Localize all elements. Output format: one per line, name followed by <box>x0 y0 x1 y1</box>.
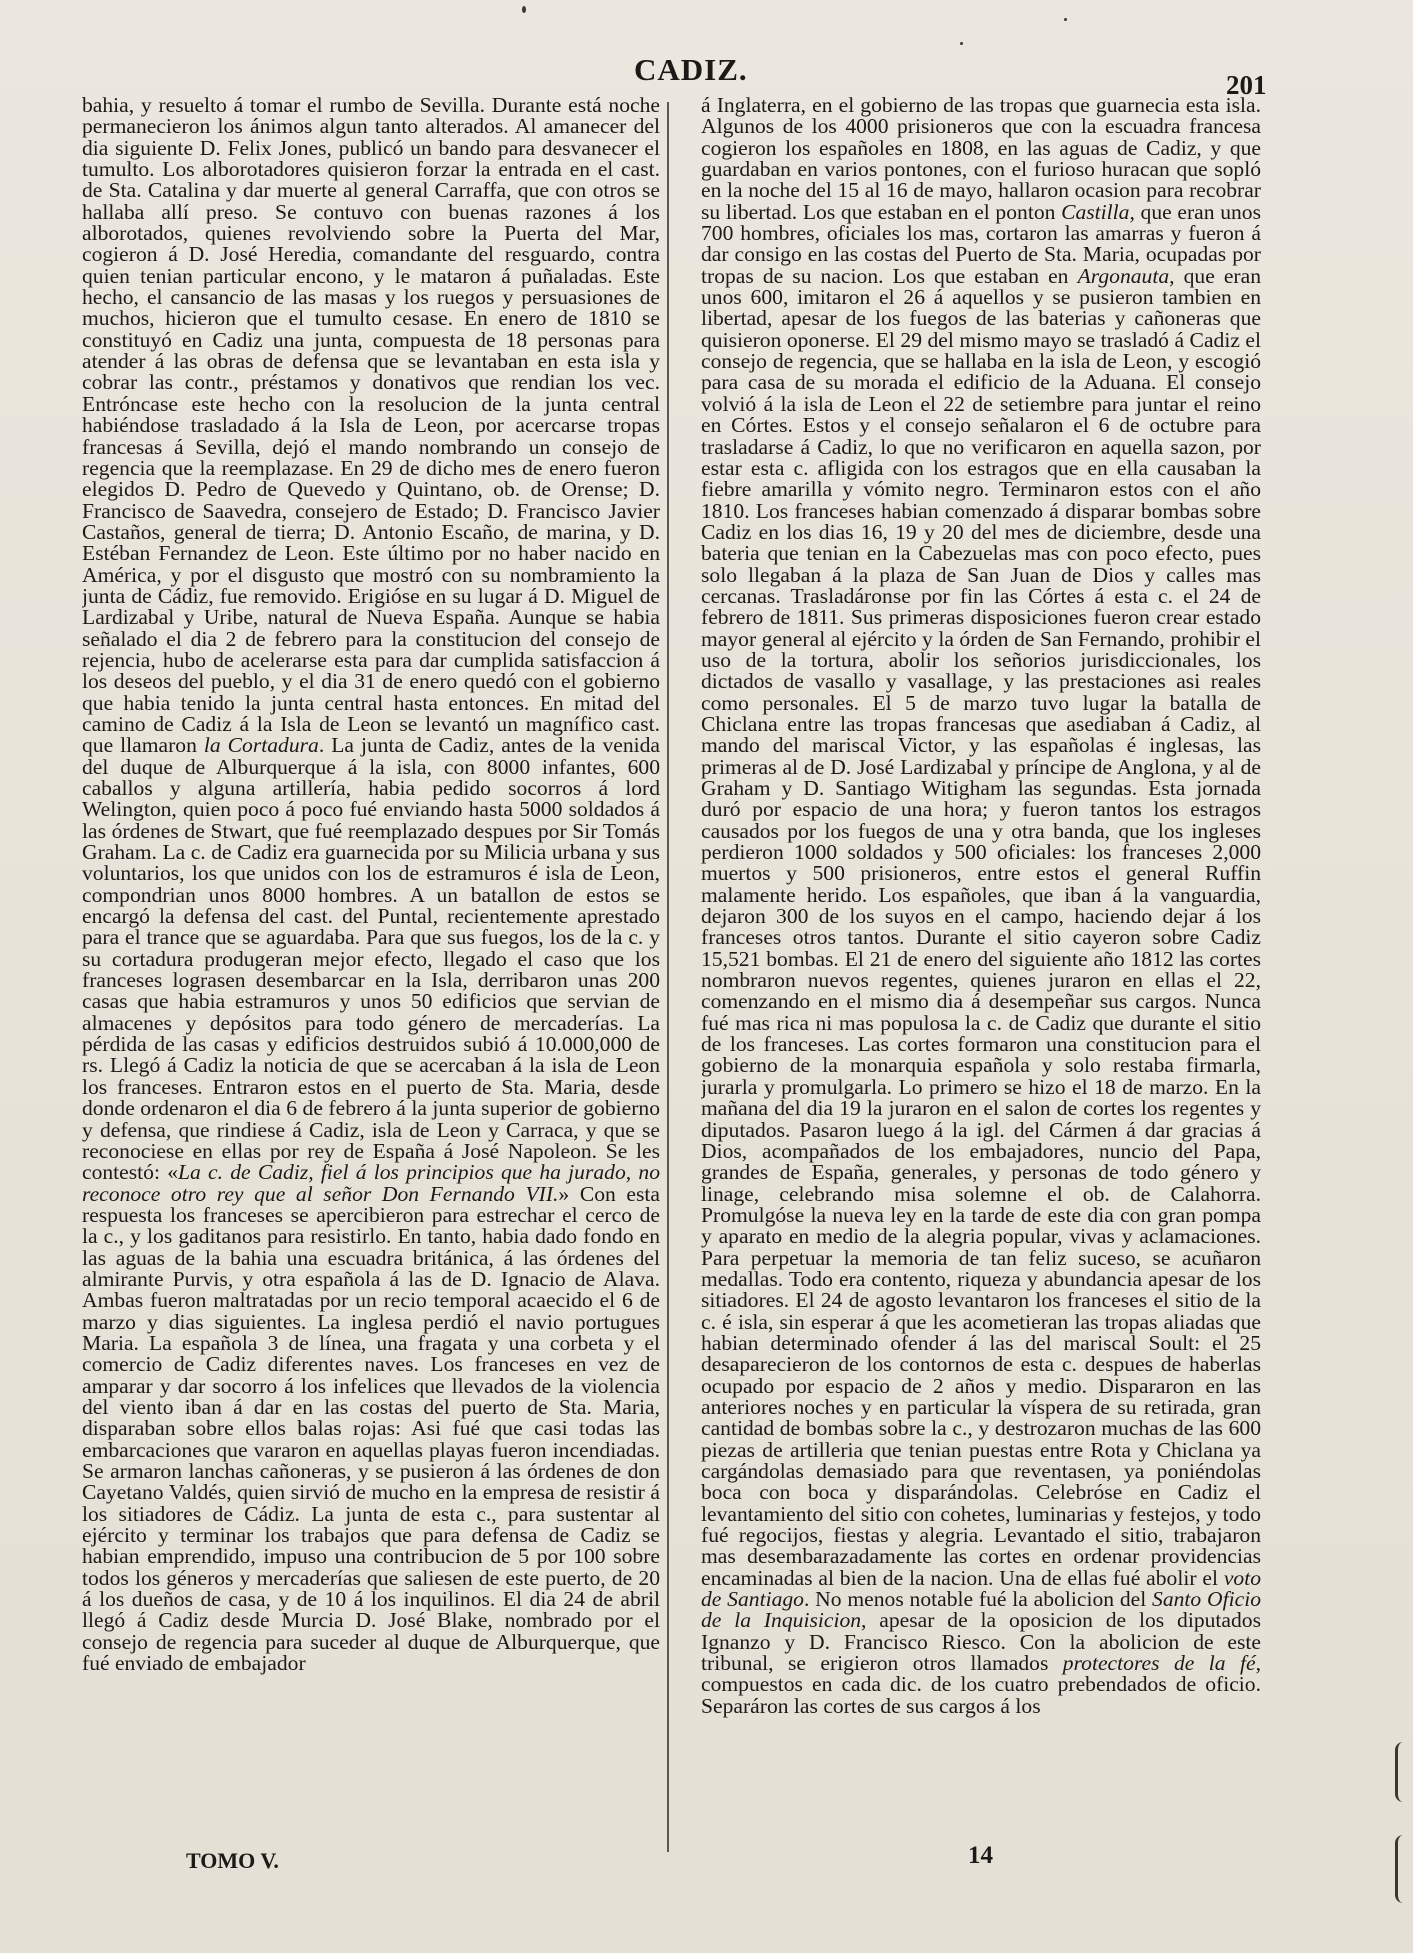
italic-run: la Cortadura <box>203 733 319 758</box>
italic-run: voto de Santiago <box>701 1565 1261 1612</box>
text-run: . La junta de Cadiz, antes de la venida del duque de Alburquerque á la isla, con 8000 infantes, 600 caballos y alguna artillería, habia pedido socorros á lord Welington, quien poco á poco fué enviando hasta 5000 soldados á las órdenes de Stwart, que fué reemplazado despues por Sir Tomás Graham. La c. de Cadiz era guarnecida por su Milicia urbana y sus voluntarios, los que unidos con los de estramuros é isla de Leon, compondrian unos 8000 hombres. A un batallon de estos se encargó la defensa del cast. del Puntal, recientemente aprestado para el trance que se aguardaba. Para que sus fuegos, los de la c. y su cortadura produgeran mejor efecto, llegado el caso que los franceses lograsen desembarcar en la Isla, derribaron unas 200 casas que habia estramuros y unos 50 edificios que servian de almacenes y depósitos para todo género de mercaderías. La pérdida de las casas y edificios destruidos subió á 10.000,000 de rs. Llegó á Cadiz la noticia de que se acercaban á la isla de Leon los franceses. Entraron estos en el puerto de Sta. Maria, desde donde ordenaron el dia 6 de febrero á la junta superior de gobierno y defensa, que rindiese á Cadiz, isla de Leon y Carraca, y que se reconociese en ellas por rey de España á José Napoleon. Se les contestó: « <box>82 733 660 1185</box>
text-run: . No menos notable fué la abolicion del <box>803 1587 1153 1612</box>
italic-run: Santo Oficio de la Inquisicion <box>701 1587 1261 1633</box>
italic-quote: La c. de Cadiz, fiel á los principios que ha jurado, no reconoce otro rey que al señor Don Fernando VII. <box>82 1160 660 1206</box>
page-number: 201 <box>1226 70 1267 100</box>
text-run: á Inglaterra, en el gobierno de las tropas que guarnecia esta isla. Algunos de los 4000 prisioneros que con la escuadra francesa cogieron los españoles en 1808, en las aguas de Cadiz, y que guardaban en varios pontones, con el furioso huracan que sopló en la noche del 15 al 16 de mayo, hallaron ocasion para recobrar su libertad. Los que estaban en el ponton <box>701 95 1261 224</box>
running-head: CADIZ. <box>634 52 748 87</box>
italic-run: Argonauta <box>1077 263 1170 288</box>
text-run: , compuestos en cada dic. de los cuatro prebendados de oficio. Separáron las cortes de sus cargos á los <box>701 1651 1261 1718</box>
right-column <box>701 95 1261 1835</box>
text-run: , que eran unos 600, imitaron el 26 á aquellos y se pusieron tambien en libertad, apesar de los fuegos de las baterias y cañoneras que quisieron oponerse. El 29 del mismo mayo se trasladó á Cadiz el consejo de regencia, que se hallaba en la isla de Leon, y escogió para casa de su morada el edificio de la Aduana. El consejo volvió á la isla de Leon el 22 de setiembre para juntar el reino en Córtes. Estos y el consejo señalaron el 6 de octubre para trasladarse á Cadiz, lo que no verificaron en aquella sazon, por estar esta c. afligida con los estragos que en ella causaban la fiebre amarilla y vómito negro. Terminaron estos con el año 1810. Los franceses habian comenzado á disparar bombas sobre Cadiz en los dias 16, 19 y 20 del mes de diciembre, desde una bateria que tenian en la Cabezuelas mas con poco efecto, pues solo llegaban á la plaza de San Juan de Dios y calles mas cercanas. Trasladáronse por fin las Córtes á esta c. el 24 de febrero de 1811. Sus primeras disposiciones fueron crear estado mayor general al ejército y la órden de San Fernando, prohibir el uso de la tortura, abolir los señorios jurisdiccionales, los dictados de vasallo y vasallage, y las prestaciones asi reales como personales. El 5 de marzo tuvo lugar la batalla de Chiclana entre las tropas francesas que asediaban á Cadiz, al mando del mariscal Victor, y las españolas é inglesas, las primeras al de D. José Lardizabal y príncipe de Anglona, y al de Graham y D. Santiago Witigham las segundas. Esta jornada duró por espacio de una hora; y fueron tantos los estragos causados por los fuegos de una y otra banda, que los ingleses perdieron 1000 soldados y 500 oficiales: los franceses 2,000 muertos y 500 prisioneros, entre estos el general Ruffin malamente herido. Los españoles, que iban á la vanguardia, dejaron 300 de los suyos en el campo, haciendo dejar á los franceses otros tantos. Durante el sitio cayeron sobre Cadiz 15,521 bombas. El 21 de enero del siguiente año 1812 las cortes nombraron nuevos regentes, quienes juraron en ellas el 22, comenzando en el mismo dia á desempeñar sus cargos. Nunca fué mas rica ni mas populosa la c. de Cadiz que durante el sitio de los franceses. Las cortes formaron una constitucion para el gobierno de la monarquia española y solo restaba firmarla, jurarla y promulgarla. Lo primero se hizo el 18 de marzo. En la mañana del dia 19 la juraron en el salon de cortes los regentes y diputados. Pasaron luego á la igl. del Cármen á dar gracias á Dios, acompañados de los embajadores, nuncio del Papa, grandes de España, generales, y personas de todo género y linage, celebrando misa solemne el ob. de Calahorra. Promulgóse la nueva ley en la tarde de este dia con gran pompa y aparato en medio de la alegria popular, vivas y aclamaciones. Para perpetuar la memoria de tan feliz suceso, se acuñaron medallas. Todo era contento, riqueza y abundancia apesar de los sitiadores. El 24 de agosto levantaron los franceses el sitio de la c. é isla, sin esperar á que les acometieran las tropas aliadas que habian determinado ofender á las del mariscal Soult: el 25 desaparecieron de los contornos de esta c. despues de haberlas ocupado por espacio de 2 años y medio. Dispararon en las anteriores noches y en particular la víspera de su retirada, gran cantidad de bombas sobre la c., y destrozaron muchas de las 600 piezas de artilleria que tenian puestas entre Rota y Chiclana ya cargándolas demasiado para que reventasen, ya poniéndolas boca con boca y disparándolas. Celebróse en Cadiz el levantamiento del sitio con cohetes, luminarias y festejos, y todo fué regocijos, fiestas y alegria. Levantado el sitio, trabajaron mas desembarazadamente las cortes en ordenar providencias encaminadas al bien de la nacion. Una de ellas fué abolir el <box>701 263 1261 1590</box>
text-run: , que eran unos 700 hombres, oficiales los mas, cortaron las amarras y fueron á dar consigo en las costas del Puerto de Sta. Maria, ocupadas por tropas de su nacion. Los que estaban en <box>701 199 1261 288</box>
left-column <box>82 95 660 1835</box>
italic-run: protectores de la fé <box>1062 1651 1256 1676</box>
ink-speck <box>1064 18 1067 21</box>
page-edge-mark <box>1395 1835 1406 1903</box>
text-run: » Con esta respuesta los franceses se apercibieron para estrechar el cerco de la c., y los gaditanos para resistirlo. En tanto, habia dado fondo en las aguas de la bahia una escuadra británica, á las órdenes del almirante Purvis, y otra española á las de D. Ignacio de Alava. Ambas fueron maltratadas por un recio temporal acaecido el 6 de marzo y dias siguientes. La inglesa perdió el navio portugues Maria. La española 3 de línea, una fragata y una corbeta y el comercio de Cadiz diferentes naves. Los franceses en vez de amparar y dar socorro á los infelices que llevados de la violencia del viento iban á dar en las costas del puerto de Sta. Maria, disparaban sobre ellos balas rojas: Asi fué que casi todas las embarcaciones que vararon en aquellas playas fueron incendiadas. Se armaron lanchas cañoneras, y se pusieron á las órdenes de don Cayetano Valdés, quien sirvió de mucho en la empresa de resistir á los sitiadores de Cádiz. La junta de esta c., para sustentar al ejército y terminar los trabajos que para defensa de Cadiz se habian emprendido, impuso una contribucion de 5 por 100 sobre todos los géneros y mercaderías que saliesen de este puerto, de 20 á los dueños de casa, y de 10 á los inquilinos. El dia 24 de abril llegó á Cadiz desde Murcia D. José Blake, nombrado por el consejo de regencia para suceder al duque de Alburquerque, que fué enviado de embajador <box>82 1181 660 1676</box>
ink-speck <box>960 42 963 45</box>
text-run: bahia, y resuelto á tomar el rumbo de Sevilla. Durante está noche permanecieron los ánimos algun tanto alterados. Al amanecer del dia siguiente D. Felix Jones, publicó un bando para desvanecer el tumulto. Los alborotadores quisieron forzar la entrada en el cast. de Sta. Catalina y dar muerte al general Carraffa, que con otros se hallaba allí preso. Se contuvo con buenas razones á los alborotados, quienes revolviendo sobre la Puerta del Mar, cogieron á D. José Heredia, comandante del resguardo, contra quien tenian particular encono, y le mataron á puñaladas. Este hecho, el cansancio de las masas y los ruegos y persuasiones de muchos, hicieron que el tumulto cesase. En enero de 1810 se constituyó en Cadiz una junta, compuesta de 18 personas para atender á las obras de defensa que se levantaban en esta isla y cobrar las contr., préstamos y donativos que rendian los vec. Entróncase este hecho con la resolucion de la junta central habiéndose trasladado á la Isla de Leon, por acercarse tropas francesas á Sevilla, dejó el mando nombrando un consejo de regencia que la reemplazase. En 29 de dicho mes de enero fueron elegidos D. Pedro de Quevedo y Quintano, ob. de Orense; D. Francisco de Saavedra, consejero de Estado; D. Francisco Javier Castaños, general de tierra; D. Antonio Escaño, de marina, y D. Estéban Fernandez de Leon. Este último por no haber nacido en América, y por el disgusto que mostró con su nombramiento la junta de Cádiz, fue removido. Erigióse en su lugar á D. Miguel de Lardizabal y Uribe, natural de Nueva España. Aunque se habia señalado el dia 2 de febrero para la constitucion del consejo de rejencia, hubo de acelerarse esta para dar cumplida satisfaccion á los deseos del pueblo, y el dia 31 de enero quedó con el gobierno que habia tenido la junta central hasta entonces. En mitad del camino de Cadiz á la Isla de Leon se levantó un magnífico cast. que llamaron <box>82 95 660 758</box>
ink-speck <box>522 6 526 13</box>
text-run: , apesar de la oposicion de los diputados Ignanzo y D. Francisco Riesco. Con la abolicion de este tribunal, se erigieron otros llamados <box>701 1608 1261 1676</box>
volume-label: TOMO V. <box>186 1848 279 1873</box>
italic-run: Castilla <box>1061 199 1130 224</box>
signature-mark: 14 <box>968 1842 993 1869</box>
column-divider <box>667 102 669 1852</box>
page-edge-mark <box>1395 1742 1406 1802</box>
left-column-paragraph <box>82 95 660 1674</box>
right-column-paragraph <box>701 95 1261 1717</box>
